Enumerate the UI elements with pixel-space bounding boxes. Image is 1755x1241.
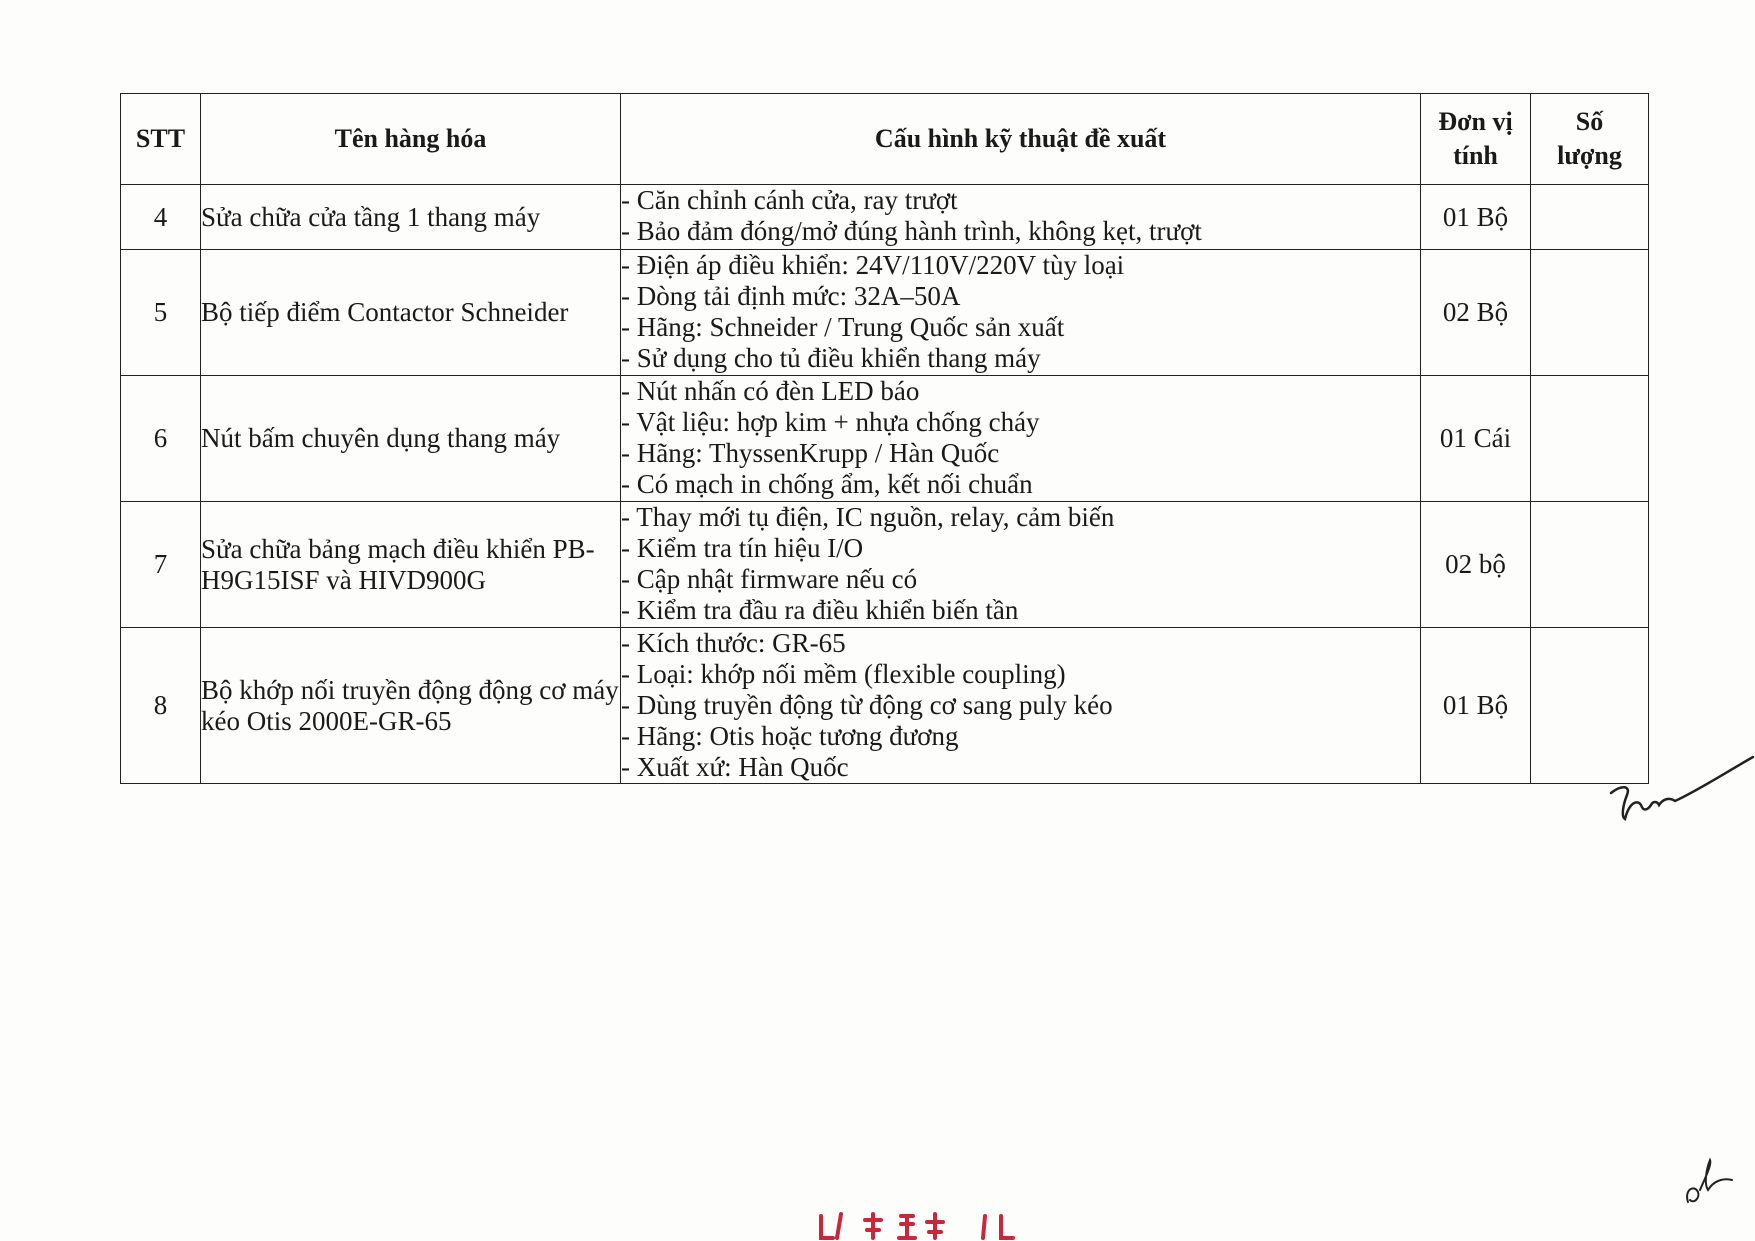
row-name: Bộ khớp nối truyền động động cơ máy kéo Otis 2000E-GR-65	[201, 628, 621, 784]
spec-line: - Dùng truyền động từ động cơ sang puly kéo	[621, 690, 1113, 720]
spec-line: - Điện áp điều khiển: 24V/110V/220V tùy loại	[621, 250, 1125, 280]
row-unit: 01 Bộ	[1421, 185, 1531, 250]
row-stt: 7	[121, 502, 201, 628]
table-row	[121, 628, 1649, 784]
table-row	[121, 502, 1649, 628]
header-qty	[1531, 94, 1649, 185]
row-spec	[621, 502, 1421, 628]
signature-initials	[1605, 755, 1755, 835]
row-stt: 4	[121, 185, 201, 250]
row-stt: 5	[121, 250, 201, 376]
row-spec	[621, 628, 1421, 784]
header-stt: STT	[121, 94, 201, 185]
spec-line: - Dòng tải định mức: 32A–50A	[621, 281, 961, 311]
row-qty	[1531, 502, 1649, 628]
row-qty	[1531, 250, 1649, 376]
row-qty	[1531, 185, 1649, 250]
header-qty-line2: lượng	[1557, 141, 1622, 170]
spec-line: - Vật liệu: hợp kim + nhựa chống cháy	[621, 407, 1040, 437]
row-spec	[621, 250, 1421, 376]
row-unit: 02 Bộ	[1421, 250, 1531, 376]
goods-table	[120, 93, 1649, 784]
row-unit: 01 Cái	[1421, 376, 1531, 502]
header-unit-line1: Đơn vị	[1438, 107, 1513, 136]
spec-line: - Cập nhật firmware nếu có	[621, 564, 918, 594]
row-stt: 6	[121, 376, 201, 502]
header-unit	[1421, 94, 1531, 185]
row-spec	[621, 376, 1421, 502]
spec-line: - Xuất xứ: Hàn Quốc	[621, 752, 849, 782]
row-name: Nút bấm chuyên dụng thang máy	[201, 376, 621, 502]
header-name: Tên hàng hóa	[201, 94, 621, 185]
spec-line: - Hãng: ThyssenKrupp / Hàn Quốc	[621, 438, 1000, 468]
table-row	[121, 185, 1649, 250]
table-row	[121, 376, 1649, 502]
spec-line: - Nút nhấn có đèn LED báo	[621, 376, 920, 406]
row-name: Bộ tiếp điểm Contactor Schneider	[201, 250, 621, 376]
header-spec: Cấu hình kỹ thuật đề xuất	[621, 94, 1421, 185]
spec-line: - Thay mới tụ điện, IC nguồn, relay, cảm biến	[621, 502, 1115, 532]
spec-line: - Kiểm tra đầu ra điều khiển biến tần	[621, 595, 1019, 625]
stamp-fragment	[815, 1208, 1045, 1241]
header-unit-line2: tính	[1453, 141, 1498, 170]
spec-line: - Sử dụng cho tủ điều khiển thang máy	[621, 343, 1041, 373]
row-stt: 8	[121, 628, 201, 784]
table-row	[121, 250, 1649, 376]
row-name: Sửa chữa cửa tầng 1 thang máy	[201, 185, 621, 250]
row-qty	[1531, 376, 1649, 502]
signature-initials	[1680, 1150, 1740, 1210]
row-spec	[621, 185, 1421, 250]
spec-line: - Loại: khớp nối mềm (flexible coupling)	[621, 659, 1066, 689]
spec-line: - Bảo đảm đóng/mở đúng hành trình, không kẹt, trượt	[621, 216, 1202, 246]
row-unit: 01 Bộ	[1421, 628, 1531, 784]
spec-line: - Kiểm tra tín hiệu I/O	[621, 533, 864, 563]
header-qty-line1: Số	[1575, 107, 1604, 136]
row-unit: 02 bộ	[1421, 502, 1531, 628]
spec-line: - Hãng: Otis hoặc tương đương	[621, 721, 959, 751]
spec-line: - Hãng: Schneider / Trung Quốc sản xuất	[621, 312, 1065, 342]
row-name: Sửa chữa bảng mạch điều khiển PB-H9G15ISF và HIVD900G	[201, 502, 621, 628]
table-header-row	[121, 94, 1649, 185]
spec-line: - Kích thước: GR-65	[621, 628, 846, 658]
spec-line: - Căn chỉnh cánh cửa, ray trượt	[621, 185, 958, 215]
spec-line: - Có mạch in chống ẩm, kết nối chuẩn	[621, 469, 1033, 499]
